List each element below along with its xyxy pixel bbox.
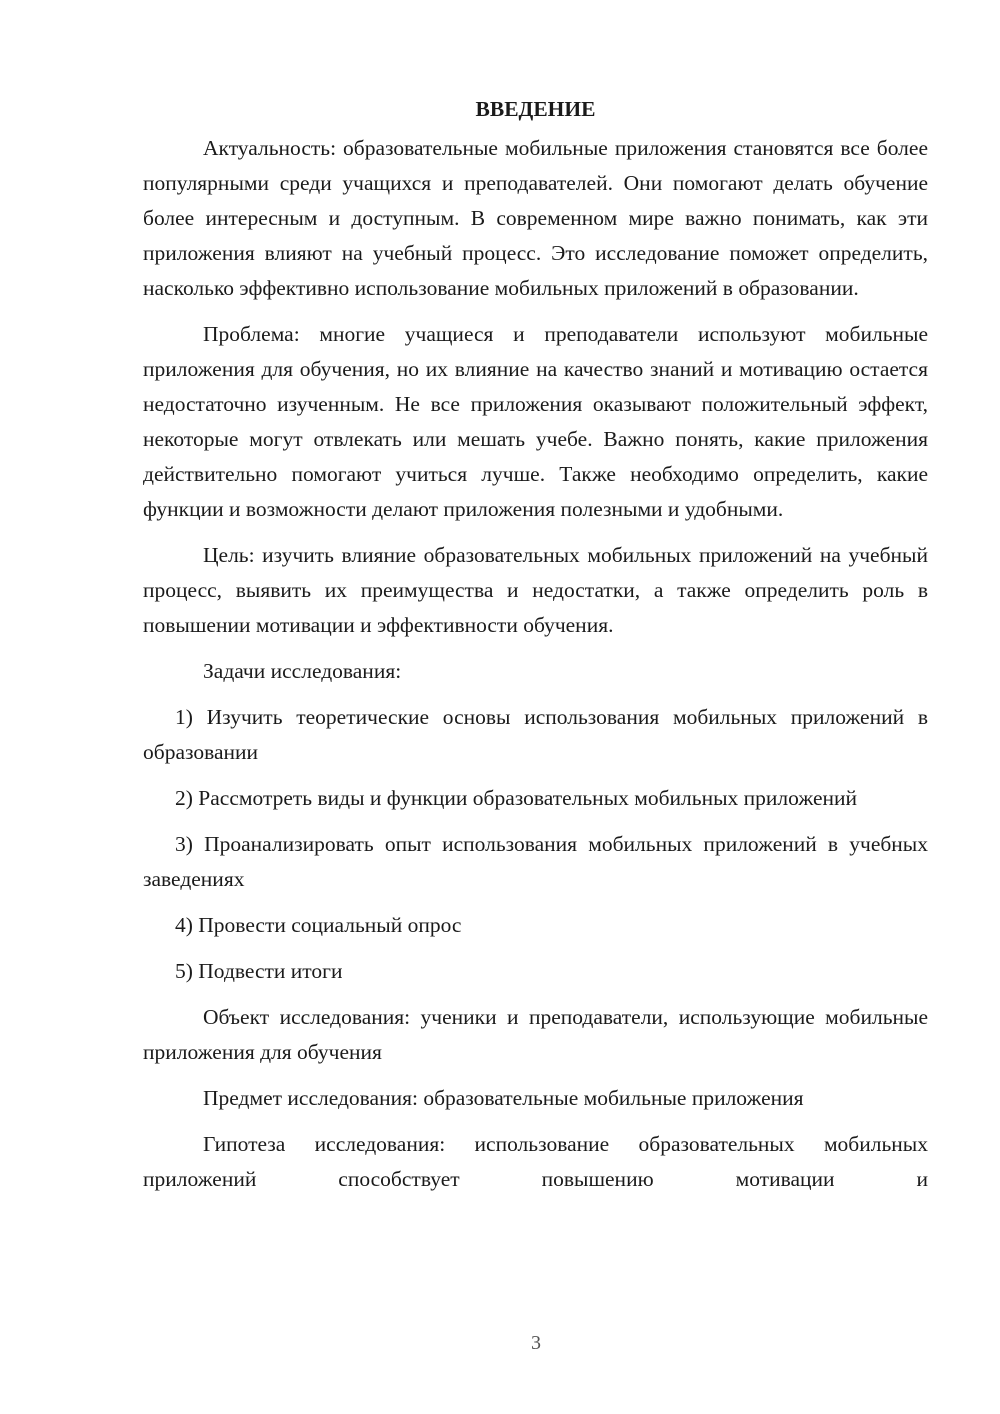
research-object-paragraph: Объект исследования: ученики и преподаватели, использующие мобильные приложения для обучения xyxy=(143,1005,928,1064)
research-subject-paragraph: Предмет исследования: образовательные мобильные приложения xyxy=(203,1086,804,1110)
task-item-3: 3) Проанализировать опыт использования мобильных приложений в учебных заведениях xyxy=(143,832,928,891)
hypothesis-paragraph: Гипотеза исследования: использование образовательных мобильных приложений способствует повышению мотивации и xyxy=(143,1132,928,1191)
task-item-2: 2) Рассмотреть виды и функции образовательных мобильных приложений xyxy=(175,786,858,810)
section-title: ВВЕДЕНИЕ xyxy=(475,97,596,121)
goal-paragraph: Цель: изучить влияние образовательных мобильных приложений на учебный процесс, выявить их преимущества и недостатки, а также определить роль в повышении мотивации и эффективности обучения. xyxy=(143,543,928,637)
tasks-heading: Задачи исследования: xyxy=(203,659,402,683)
task-item-4: 4) Провести социальный опрос xyxy=(175,913,462,937)
relevance-paragraph: Актуальность: образовательные мобильные приложения становятся все более популярными среди учащихся и преподавателей. Они помогают делать обучение более интересным и доступным. В современном мире важно понимать, как эти приложения влияют на учебный процесс. Это исследование поможет определить, насколько эффективно использование мобильных приложений в образовании. xyxy=(143,136,928,300)
task-item-1: 1) Изучить теоретические основы использования мобильных приложений в образовании xyxy=(143,705,928,764)
task-item-5: 5) Подвести итоги xyxy=(175,959,343,983)
problem-paragraph: Проблема: многие учащиеся и преподаватели используют мобильные приложения для обучения, но их влияние на качество знаний и мотивацию остается недостаточно изученным. Не все приложения оказывают положительный эффект, некоторые могут отвлекать или мешать учебе. Важно понять, какие приложения действительно помогают учиться лучше. Также необходимо определить, какие функции и возможности делают приложения полезными и удобными. xyxy=(143,322,928,521)
page-number: 3 xyxy=(531,1332,541,1354)
document-page xyxy=(143,92,928,1208)
